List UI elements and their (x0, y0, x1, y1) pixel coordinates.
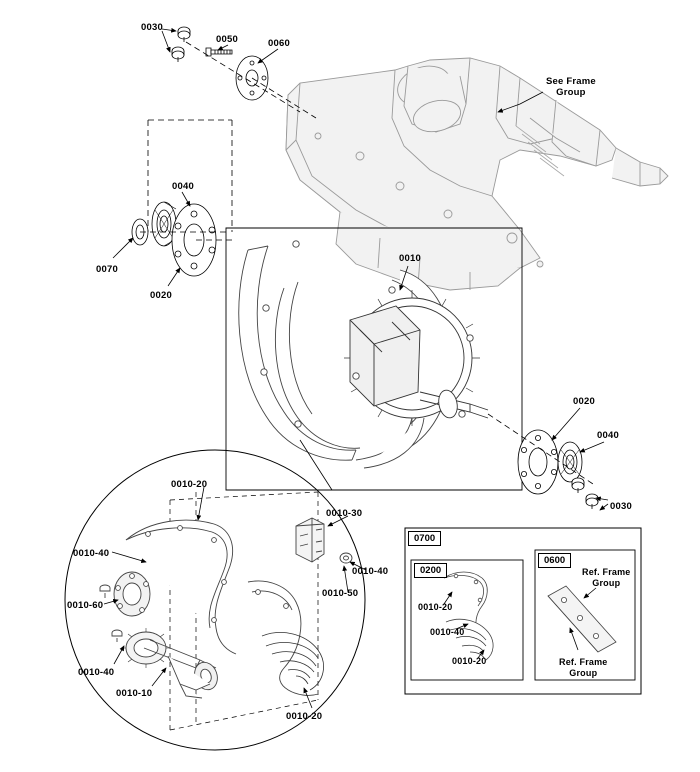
group-box-label-0600: 0600 (538, 553, 571, 568)
callout-0200-0010-20-a: 0010-20 (418, 602, 453, 612)
note-ref-frame-group-bottom-line1: Ref. Frame (559, 657, 608, 667)
note-ref-frame-group-top (582, 567, 631, 589)
callout-0040-right: 0040 (597, 430, 619, 441)
note-ref-frame-group-top-line1: Ref. Frame (582, 567, 631, 577)
callout-0010-10: 0010-10 (116, 688, 153, 699)
note-see-frame-group (546, 76, 596, 98)
group-0200-illustration (444, 572, 493, 660)
callout-0040-left: 0040 (172, 181, 194, 192)
callout-0020-right: 0020 (573, 396, 595, 407)
callout-0200-0010-20-b: 0010-20 (452, 656, 487, 666)
callout-0030-right: 0030 (610, 501, 632, 512)
note-ref-frame-group-bottom-line2: Group (569, 668, 598, 678)
callout-0010-40-a: 0010-40 (73, 548, 110, 559)
note-ref-frame-group-bottom (559, 657, 608, 679)
callout-0200-0010-40: 0010-40 (430, 627, 465, 637)
callout-0010-20-a: 0010-20 (171, 479, 208, 490)
group-box-label-0700: 0700 (408, 531, 441, 546)
frame-assembly-illustration (286, 58, 668, 290)
callout-0060: 0060 (268, 38, 290, 49)
group-box-label-0200: 0200 (414, 563, 447, 578)
group-0600-illustration (548, 586, 616, 652)
note-ref-frame-group-top-line2: Group (592, 578, 621, 588)
callout-0010-60: 0010-60 (67, 600, 104, 611)
callout-0010-50: 0010-50 (322, 588, 359, 599)
callout-0070: 0070 (96, 264, 118, 275)
callout-0030-top: 0030 (141, 22, 163, 33)
note-see-frame-group-line2: Group (556, 87, 586, 98)
callout-0010-40-b: 0010-40 (352, 566, 389, 577)
left-bearing-group (132, 202, 216, 276)
callout-0010-40-c: 0010-40 (78, 667, 115, 678)
callout-0050: 0050 (216, 34, 238, 45)
callout-0020-left: 0020 (150, 290, 172, 301)
callout-0010: 0010 (399, 253, 421, 264)
callout-0010-30: 0010-30 (326, 508, 363, 519)
callout-0010-20-b: 0010-20 (286, 711, 323, 722)
note-see-frame-group-line1: See Frame (546, 76, 596, 87)
